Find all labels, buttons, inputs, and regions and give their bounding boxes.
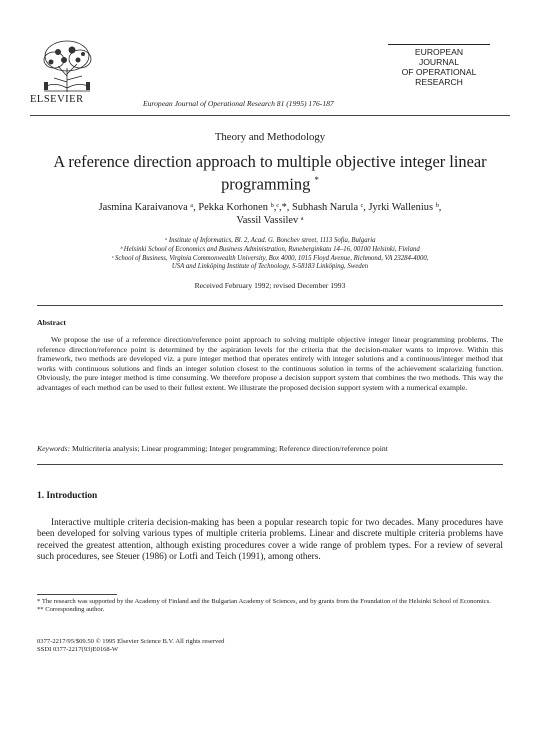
footnote-rule bbox=[37, 594, 117, 595]
abstract-top-rule bbox=[37, 305, 503, 306]
title-footnote-mark: * bbox=[314, 175, 319, 185]
journal-name-line: OF OPERATIONAL bbox=[401, 67, 477, 77]
journal-name-line: JOURNAL bbox=[418, 57, 460, 67]
affiliation-line: ᵃ Institute of Informatics, Bl. 2, Acad. G. Bonchev street, 1113 Sofia, Bulgaria bbox=[164, 237, 376, 244]
copyright-line: 0377-2217/95/$09.50 © 1995 Elsevier Science B.V. All rights reserved bbox=[37, 638, 225, 645]
affiliation-line: ᶜ School of Business, Virginia Commonwealth University, Box 4000, 1015 Floyd Avenue, Richmond, VA 23284-4000, bbox=[111, 254, 429, 262]
abstract-bottom-rule bbox=[37, 464, 503, 465]
elsevier-tree-logo bbox=[36, 38, 98, 94]
journal-citation: European Journal of Operational Research 81 (1995) 176-187 bbox=[143, 99, 334, 108]
author-line: Vassil Vassilev ᵃ bbox=[236, 215, 304, 226]
paper-title-text: A reference direction approach to multiple objective integer linear programming bbox=[53, 152, 487, 194]
header-rule bbox=[30, 115, 510, 116]
copyright-block bbox=[37, 638, 224, 655]
author-line: Jasmina Karaivanova ᵃ, Pekka Korhonen ᵇ,ᶜ,*, Subhash Narula ᶜ, Jyrki Wallenius ᵇ, bbox=[98, 202, 442, 213]
affiliation-line: USA and Linköping Institute of Technology, S-58183 Linköping, Sweden bbox=[171, 263, 369, 271]
footnote-funding: * The research was supported by the Academy of Finland and the Bulgarian Academy of Sciences, and by grants from the Foundation of the Helsinki School of Economics. bbox=[37, 598, 491, 605]
ssdi-line: SSDI 0377-2217(93)E0168-W bbox=[37, 646, 119, 654]
keywords-label: Keywords: bbox=[37, 444, 71, 453]
affiliation-line: ᵇ Helsinki School of Economics and Business Administration, Runeberginkatu 14–16, 00100 Helsinki, Finland bbox=[120, 245, 420, 253]
paper-title bbox=[40, 153, 500, 193]
introduction-text: Interactive multiple criteria decision-making has been a popular research topic for two decades. Many procedures have been developed for solving various types of multiple criteria problems. Linear and discrete multiple criteria problems have received the greatest attention, although existing procedures cover a wide range of problem types. For a review of several such procedures, see Steuer (1986) or Lotfi and Teich (1991), among others. bbox=[37, 518, 503, 563]
footnote-corresponding: ** Corresponding author. bbox=[37, 606, 105, 614]
section-label: Theory and Methodology bbox=[214, 131, 326, 143]
journal-name-line: RESEARCH bbox=[415, 77, 463, 87]
publisher-name: ELSEVIER bbox=[30, 94, 84, 105]
journal-masthead bbox=[384, 44, 494, 87]
keywords-text: Multicriteria analysis; Linear programming; Integer programming; Reference direction/reference point bbox=[71, 444, 388, 453]
received-dates: Received February 1992; revised December 1993 bbox=[194, 281, 346, 290]
abstract-text: We propose the use of a reference direction/reference point approach to solving multiple objective integer linear programming problems. The reference direction/reference point is determined by the aspiration levels for the criteria that the decision-maker wants to improve. Within this framework, two methods are developed viz. a pure integer method that operates entirely with integer solutions and a continuous/integer method that works with continuous solutions and finds an integer solution closest to the continuous solution in terms of the achievement scalarizing function. Obviously, the pure integer method is time consuming. We therefore propose a decision support system that combines the two methods. This way the advantages of each method can be used to their fullest extent. We illustrate the proposed decision support system with a numerical example. bbox=[37, 335, 503, 392]
abstract-heading: Abstract bbox=[37, 318, 67, 327]
affiliations bbox=[40, 237, 500, 272]
footnotes bbox=[37, 598, 503, 614]
section-heading: 1. Introduction bbox=[37, 491, 98, 501]
keywords bbox=[37, 444, 503, 453]
author-list bbox=[40, 201, 500, 227]
masthead-rule bbox=[388, 44, 490, 45]
journal-name-line: EUROPEAN bbox=[414, 47, 464, 57]
